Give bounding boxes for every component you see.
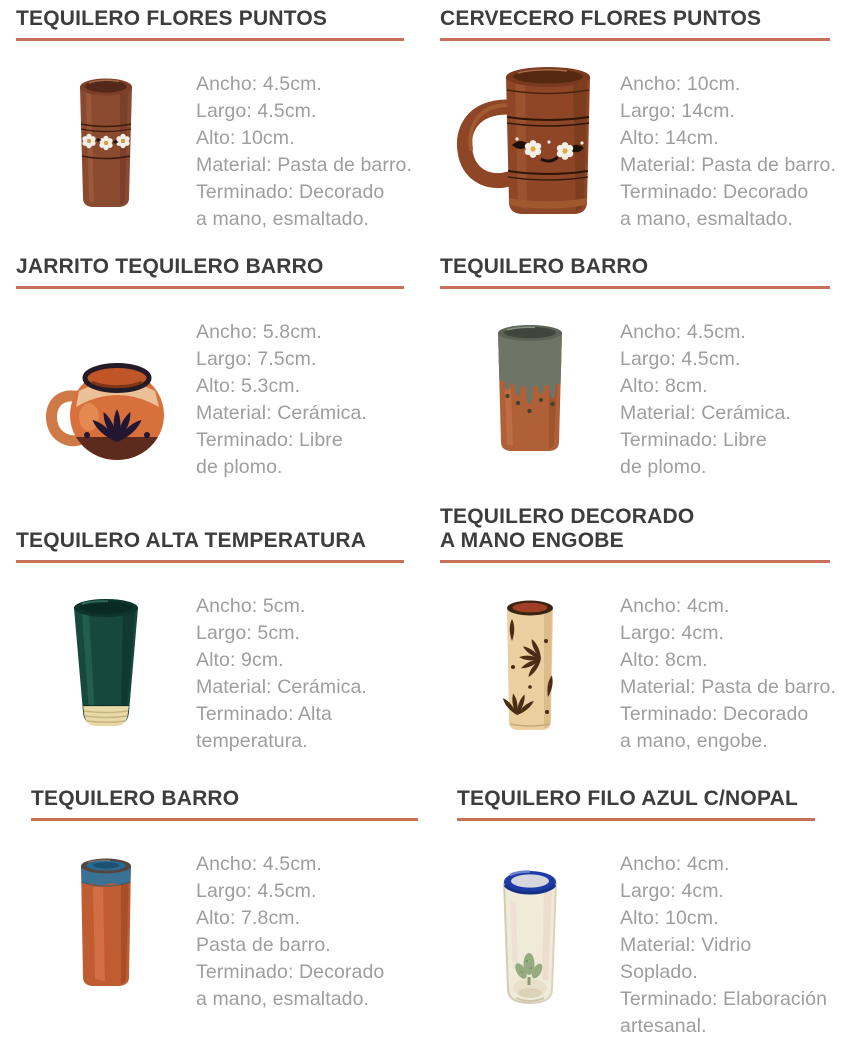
product-card-tequilero-filo-azul-c-nopal xyxy=(428,775,855,1037)
product-photo-tequilero-flores-puntos xyxy=(16,71,196,233)
product-header xyxy=(16,505,428,563)
product-title-line: CERVECERO FLORES PUNTOS xyxy=(440,7,762,30)
product-title-line: TEQUILERO BARRO xyxy=(31,787,240,810)
title-underline xyxy=(31,818,418,821)
product-header xyxy=(31,775,428,821)
spec-line: Terminado: Decorado xyxy=(620,703,809,725)
spec-line: Alto: 8cm. xyxy=(620,649,708,671)
product-photo-tequilero-barro-filo-azul xyxy=(16,851,196,1013)
product-card-cervecero-flores-puntos xyxy=(428,0,855,250)
product-title-line: TEQUILERO DECORADO xyxy=(440,505,695,528)
spec-line: Material: Cerámica. xyxy=(196,402,367,424)
spec-line: Terminado: Libre xyxy=(196,429,343,451)
spec-line: Largo: 7.5cm. xyxy=(196,348,317,370)
spec-line: Terminado: Decorado xyxy=(196,961,385,983)
spec-line: Alto: 14cm. xyxy=(620,127,719,149)
product-title-line: TEQUILERO BARRO xyxy=(440,255,649,278)
spec-line: Terminado: Decorado xyxy=(196,181,385,203)
spec-line: temperatura. xyxy=(196,730,308,752)
product-header xyxy=(440,0,855,41)
title-underline xyxy=(440,38,830,41)
product-title xyxy=(440,7,855,31)
spec-line: Ancho: 5cm. xyxy=(196,595,306,617)
title-underline xyxy=(440,560,830,563)
spec-line: Ancho: 10cm. xyxy=(620,73,741,95)
product-specs xyxy=(196,319,367,481)
spec-line: Alto: 5.3cm. xyxy=(196,375,301,397)
product-title xyxy=(457,787,855,811)
product-card-tequilero-barro xyxy=(428,250,855,505)
product-card-tequilero-flores-puntos xyxy=(0,0,428,250)
product-specs xyxy=(620,319,791,481)
product-title xyxy=(16,7,428,31)
product-title-line: TEQUILERO ALTA TEMPERATURA xyxy=(16,529,367,552)
spec-line: Alto: 10cm. xyxy=(196,127,295,149)
product-header xyxy=(16,250,428,289)
product-title xyxy=(16,255,428,279)
product-photo-tequilero-decorado-a-mano-engobe xyxy=(440,593,620,755)
title-underline xyxy=(440,286,830,289)
title-underline xyxy=(16,286,404,289)
product-photo-tequilero-barro xyxy=(440,319,620,481)
spec-line: Largo: 4.5cm. xyxy=(620,348,741,370)
product-card-tequilero-barro-filo-azul xyxy=(0,775,428,1024)
product-header xyxy=(16,0,428,41)
product-photo-jarrito-tequilero-barro xyxy=(16,319,196,481)
product-header xyxy=(440,505,855,563)
product-specs xyxy=(196,71,412,233)
spec-line: Material: Pasta de barro. xyxy=(620,676,837,698)
product-specs xyxy=(196,593,367,755)
product-title-line: TEQUILERO FLORES PUNTOS xyxy=(16,7,328,30)
product-card-jarrito-tequilero-barro xyxy=(0,250,428,505)
spec-line: Material: Cerámica. xyxy=(196,676,367,698)
spec-line: Alto: 10cm. xyxy=(620,907,719,929)
product-header xyxy=(440,250,855,289)
product-specs xyxy=(620,593,836,755)
product-specs xyxy=(620,851,827,1040)
spec-line: Soplado. xyxy=(620,961,698,983)
spec-line: Material: Vidrio xyxy=(620,934,752,956)
spec-line: de plomo. xyxy=(196,456,283,478)
spec-line: artesanal. xyxy=(620,1015,707,1037)
title-underline xyxy=(16,38,404,41)
spec-line: Material: Pasta de barro. xyxy=(620,154,837,176)
spec-line: Largo: 4.5cm. xyxy=(196,880,317,902)
title-underline xyxy=(457,818,815,821)
product-header xyxy=(457,775,855,821)
spec-line: a mano, engobe. xyxy=(620,730,768,752)
spec-line: a mano, esmaltado. xyxy=(196,208,370,230)
spec-line: Largo: 14cm. xyxy=(620,100,736,122)
spec-line: Terminado: Decorado xyxy=(620,181,809,203)
product-photo-tequilero-alta-temperatura xyxy=(16,593,196,755)
spec-line: de plomo. xyxy=(620,456,707,478)
spec-line: a mano, esmaltado. xyxy=(620,208,794,230)
product-title-line: A MANO ENGOBE xyxy=(440,529,624,552)
product-photo-cervecero-flores-puntos xyxy=(440,71,620,233)
spec-line: Terminado: Elaboración xyxy=(620,988,828,1010)
spec-line: Material: Pasta de barro. xyxy=(196,154,413,176)
spec-line: Alto: 8cm. xyxy=(620,375,708,397)
product-title-line: TEQUILERO FILO AZUL C/NOPAL xyxy=(457,787,798,810)
spec-line: Ancho: 4.5cm. xyxy=(196,853,322,875)
product-specs xyxy=(620,71,836,233)
spec-line: Ancho: 4.5cm. xyxy=(620,321,746,343)
spec-line: Largo: 4cm. xyxy=(620,622,725,644)
spec-line: Material: Cerámica. xyxy=(620,402,791,424)
spec-line: a mano, esmaltado. xyxy=(196,988,370,1010)
spec-line: Alto: 7.8cm. xyxy=(196,907,301,929)
title-underline xyxy=(16,560,404,563)
spec-line: Ancho: 4cm. xyxy=(620,853,730,875)
spec-line: Ancho: 4.5cm. xyxy=(196,73,322,95)
product-title-line: JARRITO TEQUILERO BARRO xyxy=(16,255,324,278)
product-title xyxy=(440,505,855,553)
spec-line: Ancho: 5.8cm. xyxy=(196,321,322,343)
spec-line: Alto: 9cm. xyxy=(196,649,284,671)
spec-line: Terminado: Alta xyxy=(196,703,332,725)
product-specs xyxy=(196,851,384,1013)
spec-line: Largo: 4.5cm. xyxy=(196,100,317,122)
product-title xyxy=(31,787,428,811)
product-title xyxy=(440,255,855,279)
product-title xyxy=(16,529,428,553)
spec-line: Largo: 5cm. xyxy=(196,622,301,644)
spec-line: Ancho: 4cm. xyxy=(620,595,730,617)
product-card-tequilero-decorado-a-mano-engobe xyxy=(428,505,855,775)
spec-line: Terminado: Libre xyxy=(620,429,767,451)
product-photo-tequilero-filo-azul-c-nopal xyxy=(440,851,620,1040)
product-card-tequilero-alta-temperatura xyxy=(0,505,428,775)
spec-line: Largo: 4cm. xyxy=(620,880,725,902)
spec-line: Pasta de barro. xyxy=(196,934,331,956)
